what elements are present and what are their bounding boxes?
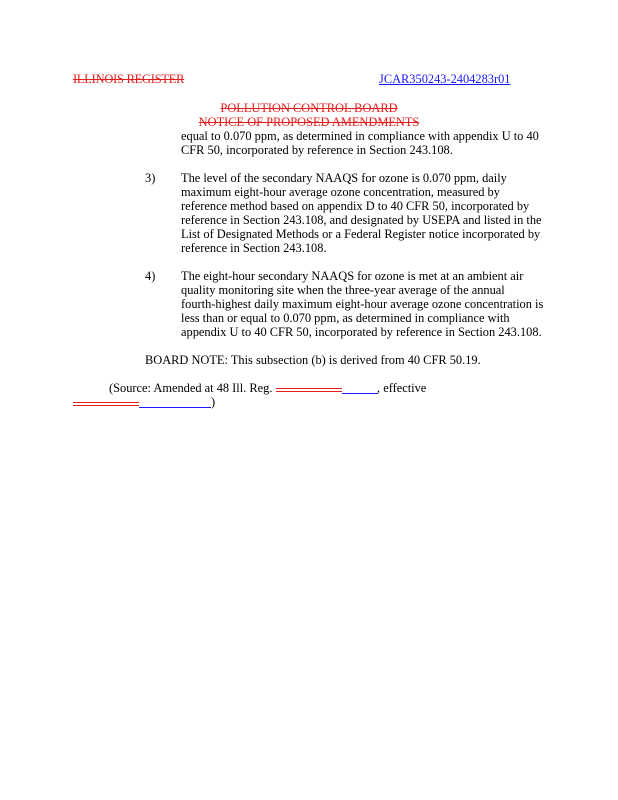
item-line: reference in Section 243.108. [181,241,327,255]
source-effective: , effective [377,381,427,395]
jcar-reference: JCAR350243-2404283r01 [379,72,511,86]
redline-blank [73,405,139,406]
register-header: ILLINOIS REGISTER [73,72,185,86]
notice-title: NOTICE OF PROPOSED AMENDMENTS [198,115,420,129]
source-close: ) [211,395,216,409]
board-note: BOARD NOTE: This subsection (b) is derived from 40 CFR 50.19. [145,353,481,367]
continuation-line: CFR 50, incorporated by reference in Section 243.108. [181,143,453,157]
item-line: appendix U to 40 CFR 50, incorporated by reference in Section 243.108. [181,325,542,339]
item-line: reference method based on appendix D to 40 CFR 50, incorporated by [181,199,530,213]
redline-blank [73,402,139,403]
board-title: POLLUTION CONTROL BOARD [220,101,398,115]
continuation-line: equal to 0.070 ppm, as determined in compliance with appendix U to 40 [181,129,539,143]
item-line: maximum eight-hour average ozone concentration, measured by [181,185,500,199]
blueline-blank [342,393,378,394]
item-number: 4) [145,269,156,283]
item-line: List of Designated Methods or a Federal Register notice incorporated by [181,227,541,241]
item-line: quality monitoring site when the three-year average of the annual [181,283,505,297]
item-line: The level of the secondary NAAQS for ozone is 0.070 ppm, daily [181,171,507,185]
item-line: reference in Section 243.108, and designated by USEPA and listed in the [181,213,542,227]
item-line: fourth-highest daily maximum eight-hour average ozone concentration is [181,297,544,311]
blueline-blank [139,407,211,408]
source-prefix: (Source: Amended at 48 Ill. Reg. [109,381,273,395]
item-line: less than or equal to 0.070 ppm, as determined in compliance with [181,311,510,325]
item-line: The eight-hour secondary NAAQS for ozone is met at an ambient air [181,269,524,283]
item-number: 3) [145,171,156,185]
redline-blank [276,388,342,389]
redline-blank [276,391,342,392]
